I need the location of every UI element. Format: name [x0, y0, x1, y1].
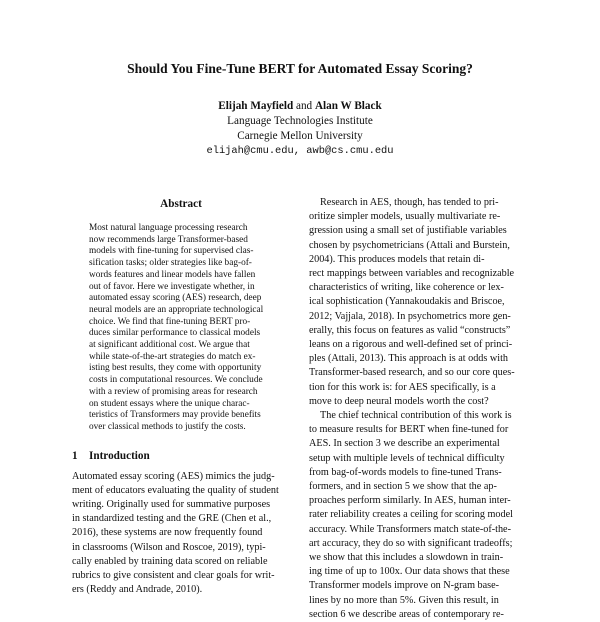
body-line: rect mappings between variables and recognizable [309, 268, 515, 280]
body-line: The chief technical contribution of this work is [320, 410, 512, 422]
body-line: rater reliability creates a ceiling for scoring model [309, 509, 513, 521]
body-line: in standardized testing and the GRE (Chen et al., [72, 513, 272, 525]
abstract-line: costs in computational resources. We conclude [89, 375, 263, 386]
abstract-line: at significant additional cost. We argue that [89, 340, 250, 351]
intro-paragraph [72, 470, 290, 598]
body-line: proaches perform similarly. In AES, human inter- [309, 495, 511, 507]
abstract-line: automated essay scoring (AES) research, deep [89, 293, 262, 304]
body-line: Transformer models improve on N-gram base- [309, 580, 500, 592]
body-line: to measure results for BERT when fine-tuned for [309, 424, 509, 436]
body-line: 2016), these systems are now frequently found [72, 527, 263, 539]
section-number: 1 [72, 449, 78, 462]
author-names [0, 99, 600, 114]
body-line: leans on a rigorous and well-defined set of princi- [309, 339, 513, 351]
left-column [72, 197, 290, 597]
body-line: characteristics of writing, like coherence or lex- [309, 282, 504, 294]
body-line: ment of educators evaluating the quality of student [72, 484, 279, 496]
body-line: Research in AES, though, has tended to pri- [320, 197, 499, 208]
body-line: ical sophistication (Yannakoudakis and Briscoe, [309, 296, 505, 308]
abstract-line: duces similar performance to classical models [89, 328, 261, 339]
abstract-line: teristics of Transformers may provide benefits [89, 410, 261, 421]
body-line: Transformer-based research, and so our core ques- [309, 367, 515, 379]
body-line: writing. Originally used for summative purposes [72, 499, 271, 511]
body-line: ples (Attali, 2013). This approach is at odds with [309, 353, 509, 365]
body-line: Automated essay scoring (AES) mimics the judg- [72, 470, 275, 482]
body-line: gression using a small set of justifiable variables [309, 225, 507, 237]
body-line: 2012; Vajjala, 2018). In psychometrics more gen- [309, 310, 511, 322]
paper-title: Should You Fine-Tune BERT for Automated Essay Scoring? [127, 61, 473, 76]
author-emails: elijah@cmu.edu, awb@cs.cmu.edu [206, 145, 394, 157]
body-line: cally enabled by training data scored on reliable [72, 555, 268, 567]
abstract-line: Most natural language processing research [89, 223, 248, 233]
author-block [0, 99, 600, 159]
body-line: art accuracy, they do so with significant tradeoffs; [309, 537, 513, 549]
body-line: ers (Reddy and Andrade, 2010). [72, 584, 203, 596]
paragraph-technical-contribution [309, 409, 530, 622]
right-column [309, 196, 530, 622]
body-line: chosen by psychometricians (Attali and Burstein, [309, 239, 510, 251]
author-1: Elijah Mayfield [218, 100, 294, 112]
section-title: Introduction [89, 449, 150, 462]
body-line: 2004). This produces models that retain di- [309, 253, 485, 265]
body-line: section 6 we describe areas of contemporary re- [309, 608, 504, 620]
abstract-text [89, 223, 277, 434]
body-line: setup with multiple levels of technical difficulty [309, 452, 505, 464]
body-line: in classrooms (Wilson and Roscoe, 2019), typi- [72, 541, 266, 553]
author-and: and [296, 100, 313, 112]
body-line: AES. In section 3 we describe an experimental [309, 438, 500, 450]
body-line: oritize simpler models, usually multivariate re- [309, 211, 501, 223]
author-2: Alan W Black [314, 100, 382, 112]
affiliation-line-1: Language Technologies Institute [227, 115, 373, 127]
paragraph-research-in-aes [309, 196, 530, 409]
abstract-heading: Abstract [160, 198, 202, 210]
body-line: ing time of up to 100x. Our data shows that these [309, 566, 510, 578]
abstract-line: words features and linear models have fallen [89, 269, 256, 280]
abstract-line: choice. We find that fine-tuning BERT pro- [89, 316, 251, 327]
abstract-line: now recommends large Transformer-based [89, 234, 248, 245]
affiliation-line-2: Carnegie Mellon University [237, 130, 363, 142]
body-line: we show that this includes a slowdown in train- [309, 552, 504, 564]
body-line: formers, and in section 5 we show that the ap- [309, 481, 497, 493]
abstract-line: isting best results, they come with opportunity [89, 363, 262, 374]
abstract-line: while state-of-the-art strategies do match ex- [89, 351, 256, 362]
abstract-line: sification tasks; older strategies like bag-of- [89, 258, 252, 269]
body-line: rubrics to give consistent and clear goals for writ- [72, 570, 275, 582]
body-line: lines by no more than 5%. Given this result, in [309, 594, 499, 606]
body-line: accuracy. While Transformers match state-of-the- [309, 523, 511, 535]
abstract-line: with a review of promising areas for research [89, 386, 258, 397]
abstract-line: over classical methods to justify the costs. [89, 421, 246, 432]
abstract-line: neural models are an appropriate technological [89, 304, 264, 315]
body-line: tion for this work is: for AES specifically, is a [309, 381, 496, 393]
body-line: from bag-of-words models to fine-tuned Trans- [309, 466, 502, 478]
body-line: move to deep neural models worth the cost? [309, 395, 489, 407]
body-line: erally, this focus on features as valid “constructs” [309, 324, 511, 336]
abstract-line: models with fine-tuning for supervised clas- [89, 246, 254, 257]
abstract-line: out of favor. Here we investigate whether, in [89, 281, 255, 292]
abstract-line: on student essays where the unique charac- [89, 398, 250, 409]
section-heading-introduction [72, 449, 290, 463]
